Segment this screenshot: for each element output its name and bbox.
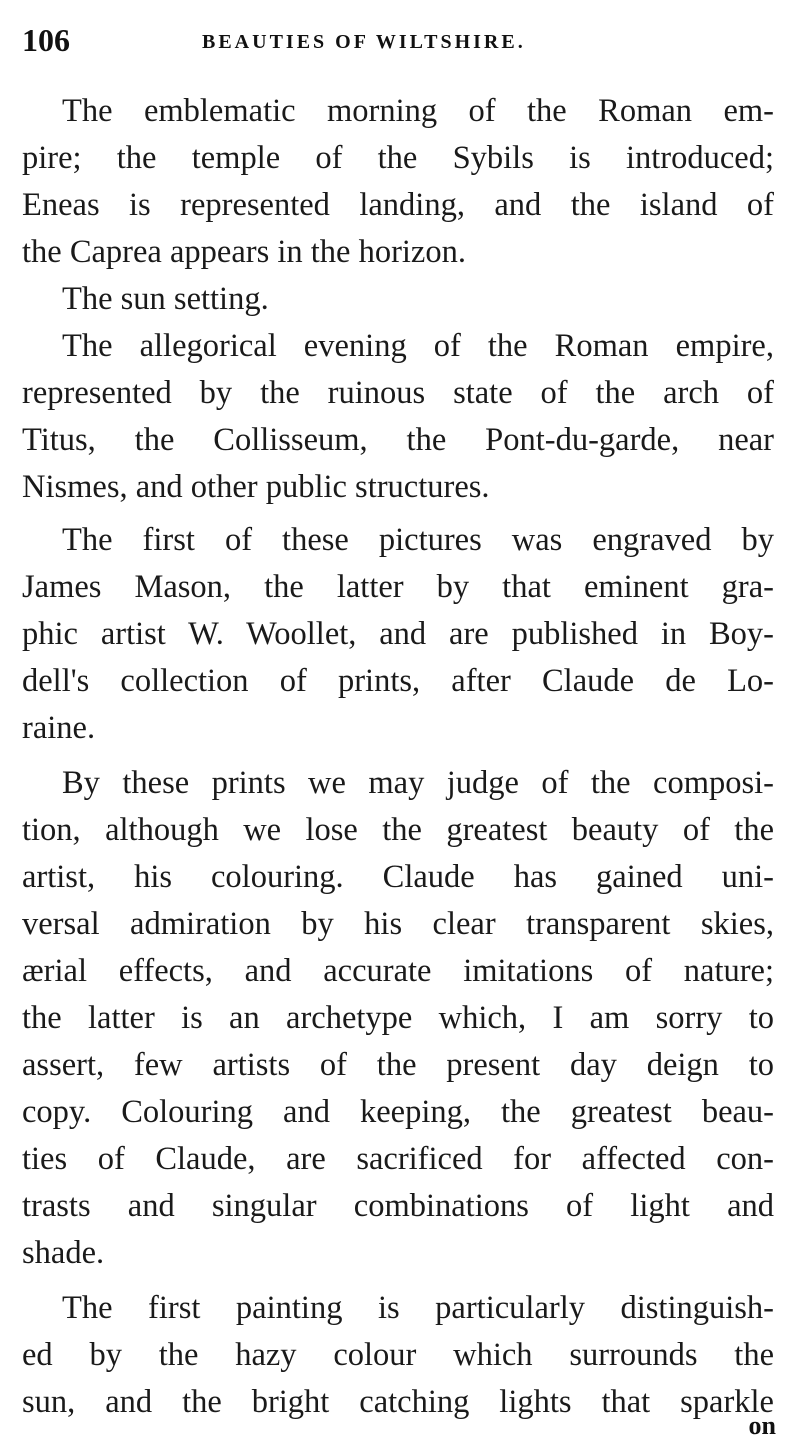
text-line: assert, few artists of the present day deign to xyxy=(22,1047,774,1083)
text-line: artist, his colouring. Claude has gained uni- xyxy=(22,859,774,895)
text-line: the latter is an archetype which, I am sorry to xyxy=(22,1000,774,1036)
text-line: ærial effects, and accurate imitations of nature; xyxy=(22,953,774,989)
text-line: dell's collection of prints, after Claude de Lo- xyxy=(22,663,774,699)
text-line: trasts and singular combinations of light and xyxy=(22,1188,774,1224)
text-line: tion, although we lose the greatest beauty of the xyxy=(22,812,774,848)
text-line: ed by the hazy colour which surrounds the xyxy=(22,1337,774,1373)
text-line: raine. xyxy=(22,710,96,746)
text-line: The allegorical evening of the Roman empire, xyxy=(62,328,774,364)
text-line: Nismes, and other public structures. xyxy=(22,469,490,505)
text-line: versal admiration by his clear transparent skies, xyxy=(22,906,774,942)
text-line: James Mason, the latter by that eminent gra- xyxy=(22,569,774,605)
running-head: BEAUTIES OF WILTSHIRE. xyxy=(202,31,526,53)
text-line: ties of Claude, are sacrificed for affected con- xyxy=(22,1141,774,1177)
text-line: the Caprea appears in the horizon. xyxy=(22,234,466,270)
text-line: By these prints we may judge of the composi- xyxy=(62,765,774,801)
text-line: phic artist W. Woollet, and are published in Boy- xyxy=(22,616,774,652)
page-number: 106 xyxy=(22,22,70,58)
page-body-text xyxy=(22,88,774,1426)
text-line: The first painting is particularly distinguish- xyxy=(62,1290,774,1326)
text-line: shade. xyxy=(22,1235,105,1271)
text-line: sun, and the bright catching lights that sparkle xyxy=(22,1384,774,1420)
catchword: on xyxy=(748,1411,776,1440)
text-line: copy. Colouring and keeping, the greatest beau- xyxy=(22,1094,774,1130)
page-header xyxy=(22,18,778,68)
text-line: Titus, the Collisseum, the Pont-du-garde, near xyxy=(22,422,774,458)
text-line: The first of these pictures was engraved by xyxy=(62,522,774,558)
text-line: The emblematic morning of the Roman em- xyxy=(62,93,774,129)
text-line: pire; the temple of the Sybils is introduced; xyxy=(22,140,774,176)
text-line: The sun setting. xyxy=(62,281,269,317)
text-line: Eneas is represented landing, and the island of xyxy=(22,187,774,223)
text-line: represented by the ruinous state of the arch of xyxy=(22,375,774,411)
